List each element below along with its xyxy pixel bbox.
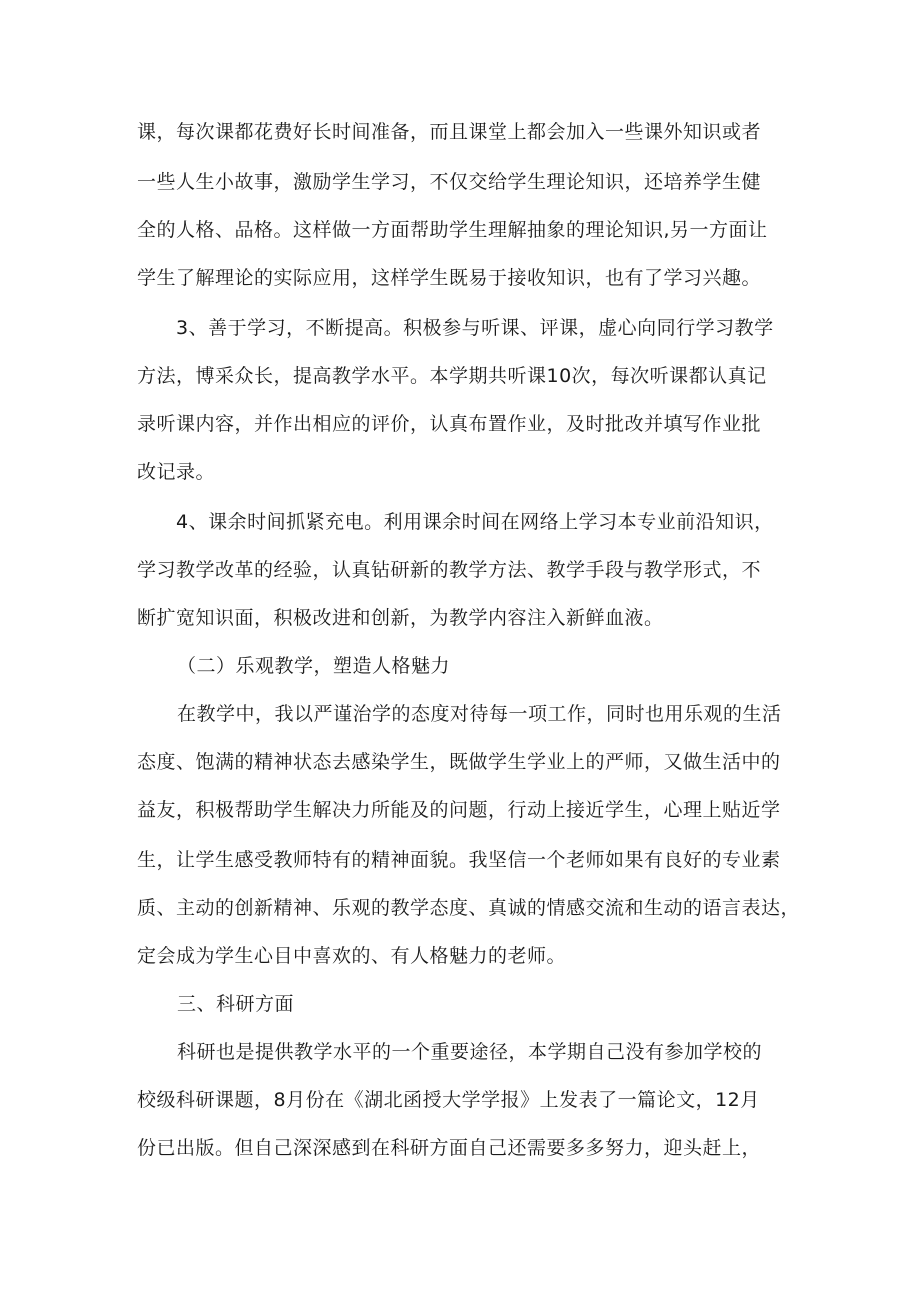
paragraph-line: 全的人格、品格。这样做一方面帮助学生理解抽象的理论知识,另一方面让 bbox=[137, 219, 768, 241]
paragraph-line: 录听课内容，并作出相应的评价，认真布置作业，及时批改并填写作业批 bbox=[137, 413, 762, 435]
paragraph-line: 4、课余时间抓紧充电。利用课余时间在网络上学习本专业前沿知识， bbox=[176, 511, 774, 533]
paragraph-line: 态度、饱满的精神状态去感染学生，既做学生学业上的严师，又做生活中的 bbox=[137, 751, 781, 773]
paragraph-line: 断扩宽知识面，积极改进和创新，为教学内容注入新鲜血液。 bbox=[137, 607, 664, 629]
paragraph-line: 科研也是提供教学水平的一个重要途径，本学期自己没有参加学校的 bbox=[177, 1041, 763, 1063]
section-heading: 三、科研方面 bbox=[177, 993, 295, 1015]
paragraph-line: 定会成为学生心目中喜欢的、有人格魅力的老师。 bbox=[137, 945, 567, 967]
paragraph-line: 质、主动的创新精神、乐观的教学态度、真诚的情感交流和生动的语言表达， bbox=[137, 897, 801, 919]
paragraph-line: 份已出版。但自己深深感到在科研方面自己还需要多多努力，迎头赶上， bbox=[137, 1137, 762, 1159]
paragraph-line: 学生了解理论的实际应用，这样学生既易于接收知识，也有了学习兴趣。 bbox=[137, 267, 762, 289]
paragraph-line: 3、善于学习，不断提高。积极参与听课、评课，虚心向同行学习教学 bbox=[176, 317, 774, 339]
paragraph-line: 改记录。 bbox=[137, 461, 216, 483]
paragraph-line: 课，每次课都花费好长时间准备，而且课堂上都会加入一些课外知识或者 bbox=[137, 121, 762, 143]
paragraph-line: 一些人生小故事，激励学生学习，不仅交给学生理论知识，还培养学生健 bbox=[137, 171, 762, 193]
paragraph-line: 生，让学生感受教师特有的精神面貌。我坚信一个老师如果有良好的专业素 bbox=[137, 849, 781, 871]
paragraph-line: 校级科研课题，8月份在《湖北函授大学学报》上发表了一篇论文，12月 bbox=[137, 1089, 760, 1111]
paragraph-line: 学习教学改革的经验，认真钻研新的教学方法、教学手段与教学形式，不 bbox=[137, 559, 762, 581]
section-heading: （二）乐观教学，塑造人格魅力 bbox=[177, 655, 451, 677]
paragraph-line: 方法，博采众长，提高教学水平。本学期共听课10次，每次听课都认真记 bbox=[137, 365, 767, 387]
paragraph-line: 益友，积极帮助学生解决力所能及的问题，行动上接近学生，心理上贴近学 bbox=[137, 799, 781, 821]
paragraph-line: 在教学中，我以严谨治学的态度对待每一项工作，同时也用乐观的生活 bbox=[177, 703, 782, 725]
